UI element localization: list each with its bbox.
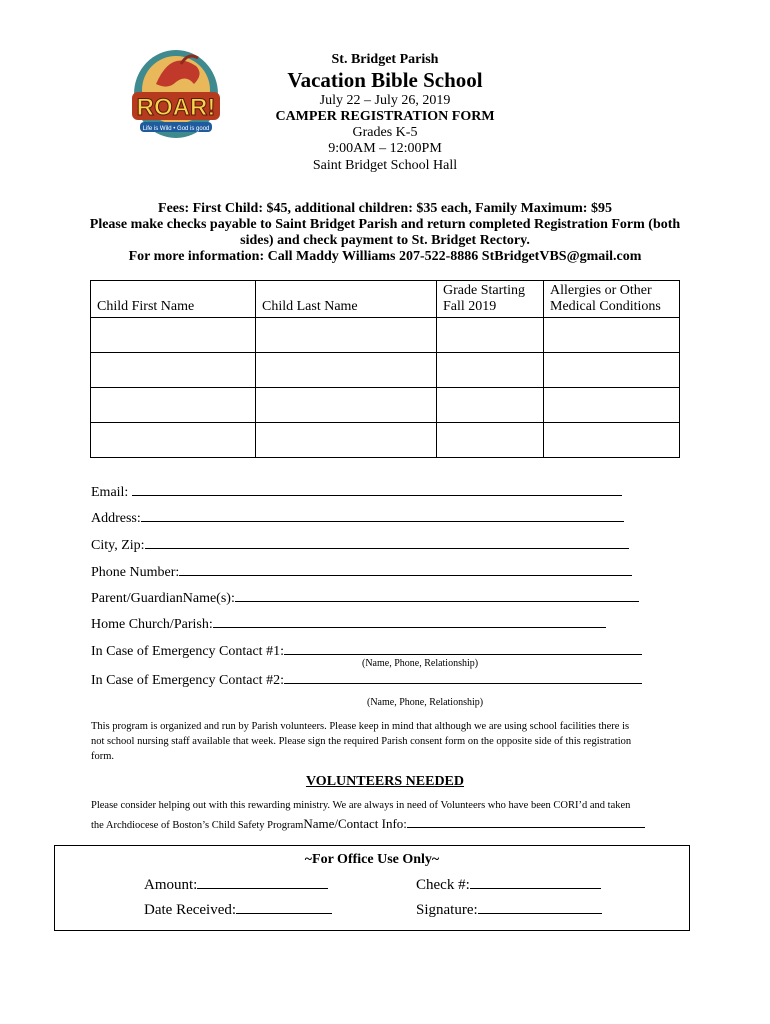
cell-first-name[interactable]	[91, 318, 256, 353]
amount-field[interactable]	[197, 876, 328, 889]
amount-label: Amount:	[144, 877, 198, 893]
signature-label: Signature:	[416, 902, 478, 918]
guardian-row	[91, 589, 639, 607]
cell-allergies[interactable]	[544, 388, 680, 423]
volunteers-contact-field[interactable]	[407, 817, 645, 828]
cell-allergies[interactable]	[544, 318, 680, 353]
form-name: CAMPER REGISTRATION FORM	[275, 109, 495, 124]
cell-grade[interactable]	[437, 353, 544, 388]
col-header-allergies: Allergies or Other Medical Conditions	[544, 281, 680, 318]
logo-tagline: Life is Wild • God is good	[142, 126, 210, 132]
table-row	[91, 423, 680, 458]
address-row	[91, 509, 624, 527]
guardian-field[interactable]	[235, 589, 639, 602]
volunteers-contact-label: Name/Contact Info:	[303, 816, 407, 831]
table-row	[91, 388, 680, 423]
city-zip-label: City, Zip:	[91, 538, 145, 553]
check-row	[416, 876, 601, 894]
home-church-row	[91, 615, 606, 633]
emergency1-hint: (Name, Phone, Relationship)	[362, 658, 479, 669]
event-location: Saint Bridget School Hall	[312, 158, 458, 173]
phone-field[interactable]	[179, 563, 632, 576]
signature-field[interactable]	[478, 901, 602, 914]
col-header-last-name: Child Last Name	[256, 281, 437, 318]
home-church-field[interactable]	[213, 615, 606, 628]
table-row	[91, 318, 680, 353]
guardian-label: Parent/GuardianName(s):	[91, 591, 235, 606]
email-label: Email:	[91, 485, 129, 500]
cell-first-name[interactable]	[91, 388, 256, 423]
table-header-row	[91, 281, 680, 318]
contact-info: For more information: Call Maddy Williams 207-522-8886 StBridgetVBS@gmail.com	[128, 249, 642, 264]
volunteers-contact-row	[91, 816, 645, 832]
notice-line: This program is organized and run by Parish volunteers. Please keep in mind that although we are using school facilities there is	[91, 721, 630, 732]
volunteers-heading: VOLUNTEERS NEEDED	[305, 774, 465, 789]
cell-grade[interactable]	[437, 318, 544, 353]
email-field[interactable]	[132, 483, 622, 496]
signature-row	[416, 901, 602, 919]
home-church-label: Home Church/Parish:	[91, 617, 213, 632]
email-row	[91, 483, 622, 501]
event-dates: July 22 – July 26, 2019	[319, 93, 451, 108]
col-header-grade: Grade Starting Fall 2019	[437, 281, 544, 318]
emergency2-row	[91, 671, 642, 689]
cell-last-name[interactable]	[256, 388, 437, 423]
emergency1-field[interactable]	[284, 642, 642, 655]
cell-grade[interactable]	[437, 423, 544, 458]
amount-row	[144, 876, 328, 894]
page-title: Vacation Bible School	[287, 68, 483, 92]
emergency1-label: In Case of Emergency Contact #1:	[91, 644, 284, 659]
cell-first-name[interactable]	[91, 353, 256, 388]
cell-first-name[interactable]	[91, 423, 256, 458]
logo-text: ROAR!	[136, 94, 216, 121]
office-use-box	[54, 845, 690, 931]
children-table	[90, 280, 680, 458]
volunteers-text-2: the Archdiocese of Boston’s Child Safety Program	[91, 820, 304, 831]
check-label: Check #:	[416, 877, 470, 893]
notice-line: not school nursing staff available that week. Please sign the required Parish consent form on the opposite side of this registration	[91, 736, 632, 747]
address-label: Address:	[91, 511, 141, 526]
date-received-field[interactable]	[236, 901, 332, 914]
volunteers-text: Please consider helping out with this rewarding ministry. We are always in need of Volunteers who have been CORI’d and taken	[91, 800, 631, 811]
cell-last-name[interactable]	[256, 423, 437, 458]
fees-line: Fees: First Child: $45, additional children: $35 each, Family Maximum: $95	[158, 201, 612, 216]
cell-allergies[interactable]	[544, 353, 680, 388]
event-time: 9:00AM – 12:00PM	[328, 141, 442, 156]
phone-row	[91, 563, 632, 581]
city-zip-row	[91, 536, 629, 554]
payment-instructions-2: sides) and check payment to St. Bridget Rectory.	[240, 233, 530, 248]
phone-label: Phone Number:	[91, 565, 180, 580]
cell-grade[interactable]	[437, 388, 544, 423]
emergency2-label: In Case of Emergency Contact #2:	[91, 673, 284, 688]
date-received-row	[144, 901, 332, 919]
cell-last-name[interactable]	[256, 318, 437, 353]
date-received-label: Date Received:	[144, 902, 237, 918]
parish-name: St. Bridget Parish	[331, 52, 439, 67]
emergency2-hint: (Name, Phone, Relationship)	[367, 697, 484, 708]
office-heading: ~For Office Use Only~	[304, 852, 440, 867]
cell-allergies[interactable]	[544, 423, 680, 458]
payment-instructions-1: Please make checks payable to Saint Bridget Parish and return completed Registration Form (both	[89, 217, 681, 232]
col-header-first-name: Child First Name	[91, 281, 256, 318]
notice-line: form.	[91, 751, 115, 762]
address-field[interactable]	[141, 509, 624, 522]
table-row	[91, 353, 680, 388]
check-field[interactable]	[470, 876, 601, 889]
grades: Grades K-5	[352, 125, 418, 140]
city-zip-field[interactable]	[145, 536, 629, 549]
cell-last-name[interactable]	[256, 353, 437, 388]
emergency2-field[interactable]	[284, 671, 642, 684]
notice-text	[91, 719, 691, 764]
